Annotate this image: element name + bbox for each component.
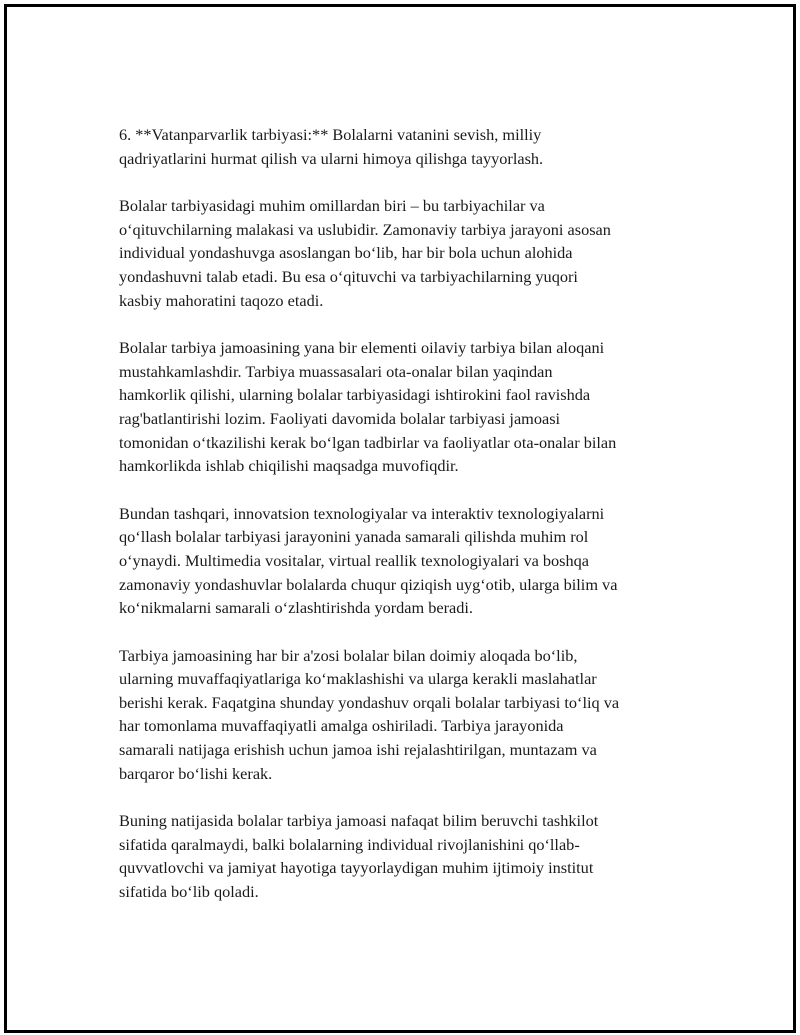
- text-line: Tarbiya jamoasining har bir a'zosi bolalar bilan doimiy aloqada bo‘lib,: [119, 645, 578, 665]
- text-line: barqaror bo‘lishi kerak.: [119, 763, 273, 783]
- text-line: ko‘nikmalarni samarali o‘zlashtirishda yordam beradi.: [119, 598, 473, 618]
- text-line: 6. **Vatanparvarlik tarbiyasi:** Bolalarni vatanini sevish, milliy: [119, 125, 542, 144]
- paragraph-family-education: [119, 336, 689, 478]
- text-line: qo‘llash bolalar tarbiyasi jarayonini yanada samarali qilishda muhim rol: [119, 527, 589, 547]
- text-line: sifatida bo‘lib qoladi.: [119, 882, 259, 902]
- text-line: mustahkamlashdir. Tarbiya muassasalari ota-onalar bilan yaqindan: [119, 361, 553, 381]
- text-line: tomonidan o‘tkazilishi kerak bo‘lgan tadbirlar va faoliyatlar ota-onalar bilan: [119, 432, 617, 452]
- paragraph-team-cooperation: [119, 644, 689, 786]
- text-line: zamonaviy yondashuvlar bolalarda chuqur qiziqish uyg‘otib, ularga bilim va: [119, 574, 618, 594]
- page-frame: [4, 4, 796, 1033]
- document-body: [119, 123, 689, 928]
- text-line: har tomonlama muvaffaqiyatli amalga oshiriladi. Tarbiya jarayonida: [119, 716, 564, 736]
- paragraph-innovative-technologies: [119, 502, 689, 620]
- text-line: individual yondashuvga asoslangan bo‘lib, har bir bola uchun alohida: [119, 243, 573, 263]
- text-line: hamkorlikda ishlab chiqilishi maqsadga muvofiqdir.: [119, 456, 459, 476]
- text-line: kasbiy mahoratini taqozo etadi.: [119, 290, 324, 310]
- text-line: o‘ynaydi. Multimedia vositalar, virtual reallik texnologiyalari va boshqa: [119, 550, 590, 570]
- text-line: yondashuvni talab etadi. Bu esa o‘qituvchi va tarbiyachilarning yuqori: [119, 266, 578, 286]
- text-line: berishi kerak. Faqatgina shunday yondashuv orqali bolalar tarbiyasi to‘liq va: [119, 692, 620, 712]
- text-line: o‘qituvchilarning malakasi va uslubidir. Zamonaviy tarbiya jarayoni asosan: [119, 219, 611, 239]
- text-line: Bolalar tarbiyasidagi muhim omillardan biri – bu tarbiyachilar va: [119, 196, 545, 216]
- text-line: Buning natijasida bolalar tarbiya jamoasi nafaqat bilim beruvchi tashkilot: [119, 811, 599, 831]
- text-line: Bundan tashqari, innovatsion texnologiyalar va interaktiv texnologiyalarni: [119, 503, 605, 523]
- text-line: sifatida qaralmaydi, balki bolalarning individual rivojlanishini qo‘llab-: [119, 834, 580, 854]
- text-line: qadriyatlarini hurmat qilish va ularni himoya qilishga tayyorlash.: [119, 148, 544, 168]
- text-line: ularning muvaffaqiyatlariga ko‘maklashishi va ularga kerakli maslahatlar: [119, 669, 597, 689]
- text-line: rag'batlantirishi lozim. Faoliyati davomida bolalar tarbiyasi jamoasi: [119, 408, 561, 428]
- paragraph-conclusion: [119, 809, 689, 903]
- text-line: Bolalar tarbiya jamoasining yana bir elementi oilaviy tarbiya bilan aloqani: [119, 338, 605, 358]
- text-line: hamkorlik qilishi, ularning bolalar tarbiyasidagi ishtirokini faol ravishda: [119, 385, 591, 405]
- paragraph-patriotic-education: [119, 123, 689, 170]
- text-line: quvvatlovchi va jamiyat hayotiga tayyorlaydigan muhim ijtimoiy institut: [119, 858, 594, 878]
- text-line: samarali natijaga erishish uchun jamoa ishi rejalashtirilgan, muntazam va: [119, 740, 597, 760]
- paragraph-teacher-qualification: [119, 194, 689, 312]
